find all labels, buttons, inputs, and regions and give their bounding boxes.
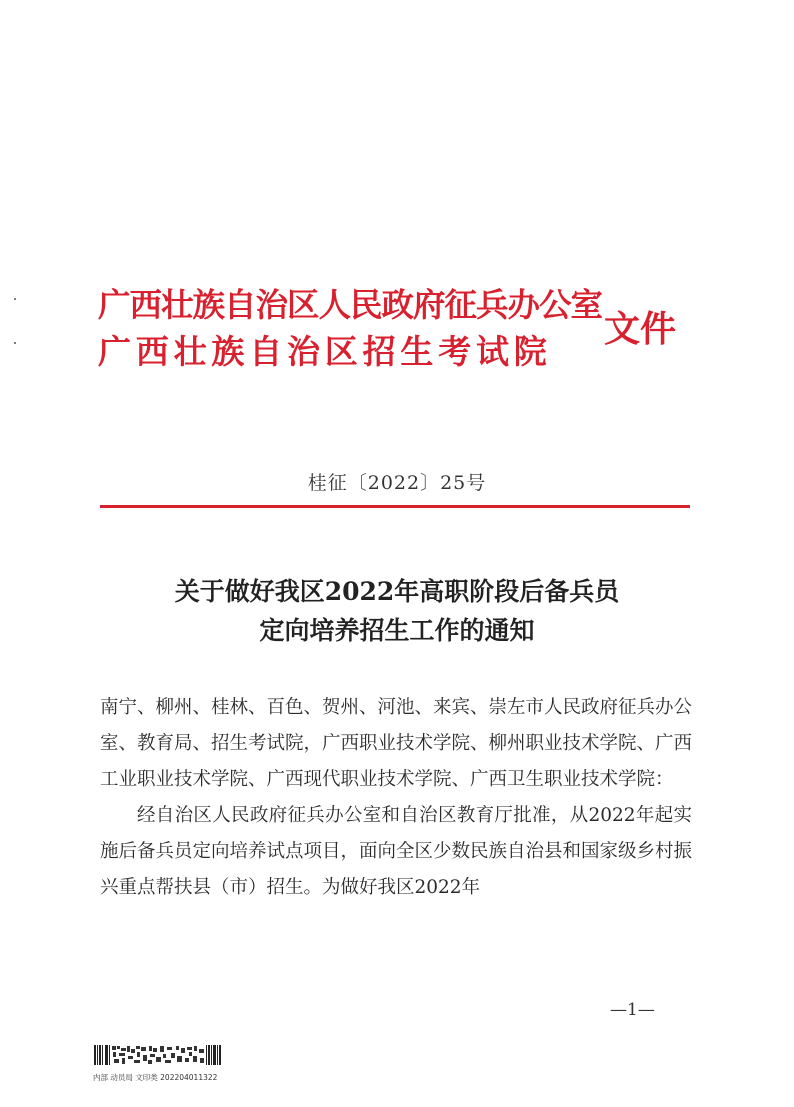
issuer-line-1: 广西壮族自治区人民政府征兵办公室 [98, 285, 603, 324]
document-word: 文件 [604, 308, 677, 350]
title-line-2: 定向培养招生工作的通知 [259, 616, 535, 645]
document-title [0, 572, 794, 650]
red-divider [100, 505, 690, 508]
barcode-image [93, 1044, 223, 1066]
document-body [100, 690, 692, 906]
body-paragraph: 经自治区人民政府征兵办公室和自治区教育厅批准，从2022年起实施后备兵员定向培养试点项目，面向全区少数民族自治县和国家级乡村振兴重点帮扶县（市）招生。为做好我区2022年 [100, 805, 693, 898]
issuer-line-2: 广西壮族自治区招生考试院 [98, 332, 552, 371]
recipients-paragraph: 南宁、柳州、桂林、百色、贺州、河池、来宾、崇左市人民政府征兵办公室、教育局、招生考试院，广西职业技术学院、柳州职业技术学院、广西工业职业技术学院、广西现代职业技术学院、广西卫生职业技术学院： [100, 697, 693, 790]
page-number: —1— [610, 1000, 655, 1020]
barcode-caption: 内部 动员局 文印类 202204011322 [93, 1073, 218, 1082]
title-line-1: 关于做好我区2022年高职阶段后备兵员 [174, 577, 620, 606]
issuer-header [98, 283, 698, 393]
scan-speck [14, 342, 16, 344]
scan-speck [14, 298, 16, 300]
document-number: 桂征〔2022〕25号 [307, 472, 487, 494]
